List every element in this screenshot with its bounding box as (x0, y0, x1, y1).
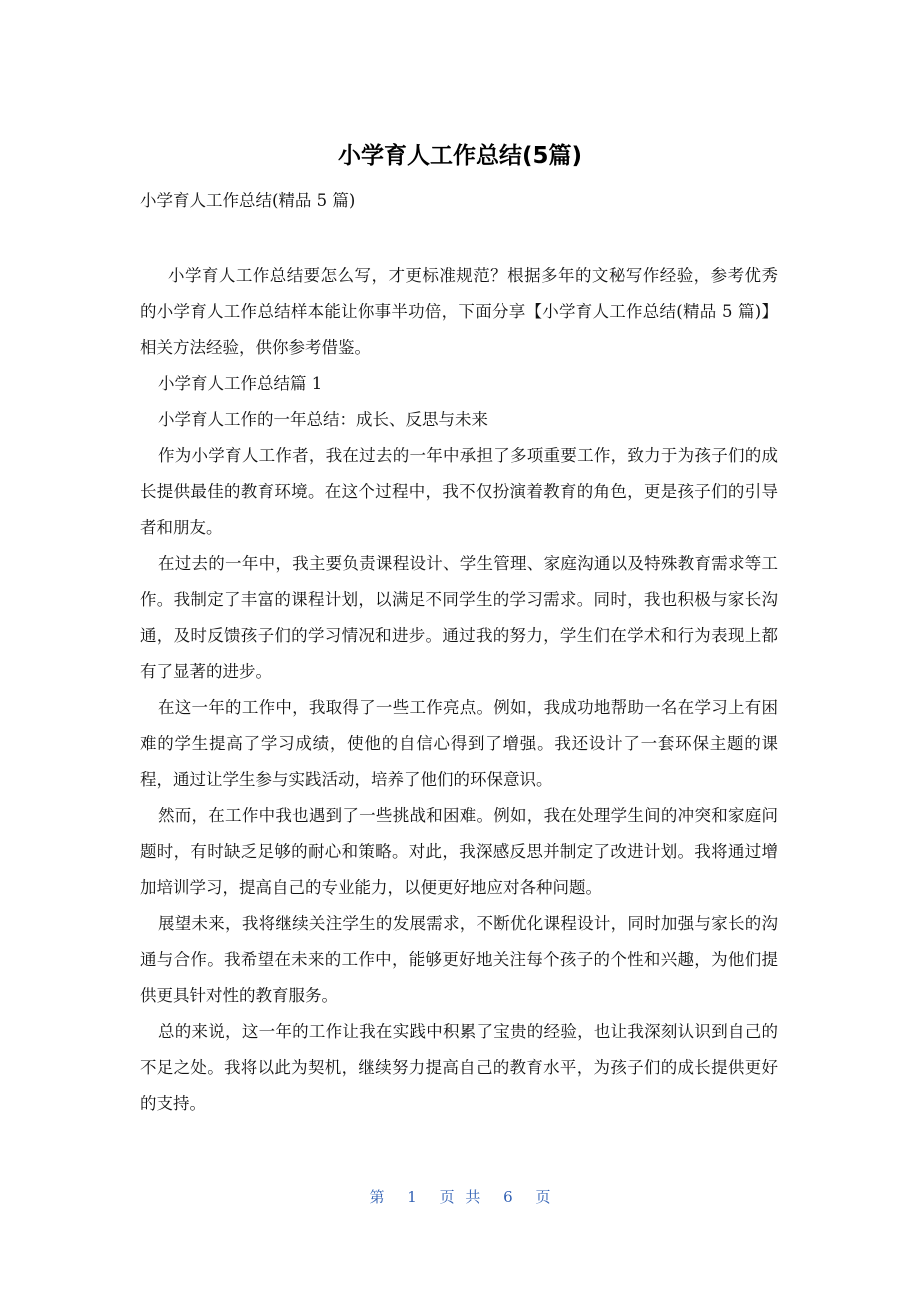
body-paragraph: 在这一年的工作中，我取得了一些工作亮点。例如，我成功地帮助一名在学习上有困难的学生提高了学习成绩，使他的自信心得到了增强。我还设计了一套环保主题的课程，通过让学生参与实践活动，培养了他们的环保意识。 (140, 698, 778, 789)
document-body (140, 258, 778, 1122)
current-page-number: 1 (407, 1188, 417, 1206)
body-paragraph: 展望未来，我将继续关注学生的发展需求，不断优化课程设计，同时加强与家长的沟通与合作。我希望在未来的工作中，能够更好地关注每个孩子的个性和兴趣，为他们提供更具针对性的教育服务。 (140, 914, 778, 1005)
document-title: 小学育人工作总结(5篇) (337, 143, 583, 169)
section-subheading: 小学育人工作的一年总结：成长、反思与未来 (158, 410, 488, 429)
body-paragraph: 作为小学育人工作者，我在过去的一年中承担了多项重要工作，致力于为孩子们的成长提供最佳的教育环境。在这个过程中，我不仅扮演着教育的角色，更是孩子们的引导者和朋友。 (140, 446, 778, 537)
page-label-mid: 页 共 (439, 1188, 481, 1206)
page-label-suffix: 页 (535, 1188, 551, 1206)
total-page-number: 6 (503, 1188, 513, 1206)
body-paragraph: 然而，在工作中我也遇到了一些挑战和困难。例如，我在处理学生间的冲突和家庭问题时，有时缺乏足够的耐心和策略。对此，我深感反思并制定了改进计划。我将通过增加培训学习，提高自己的专业能力，以便更好地应对各种问题。 (140, 806, 778, 897)
document-subtitle: 小学育人工作总结(精品 5 篇) (140, 191, 356, 210)
section-heading: 小学育人工作总结篇 1 (158, 374, 323, 393)
page-footer (0, 1184, 920, 1210)
body-paragraph: 总的来说，这一年的工作让我在实践中积累了宝贵的经验，也让我深刻认识到自己的不足之处。我将以此为契机，继续努力提高自己的教育水平，为孩子们的成长提供更好的支持。 (140, 1022, 778, 1113)
intro-paragraph: 小学育人工作总结要怎么写，才更标准规范？根据多年的文秘写作经验，参考优秀的小学育人工作总结样本能让你事半功倍，下面分享【小学育人工作总结(精品 5 篇)】相关方法经验，供你参考借鉴。 (140, 266, 778, 357)
body-paragraph: 在过去的一年中，我主要负责课程设计、学生管理、家庭沟通以及特殊教育需求等工作。我制定了丰富的课程计划，以满足不同学生的学习需求。同时，我也积极与家长沟通，及时反馈孩子们的学习情况和进步。通过我的努力，学生们在学术和行为表现上都有了显著的进步。 (140, 554, 778, 681)
page-label-prefix: 第 (369, 1188, 385, 1206)
